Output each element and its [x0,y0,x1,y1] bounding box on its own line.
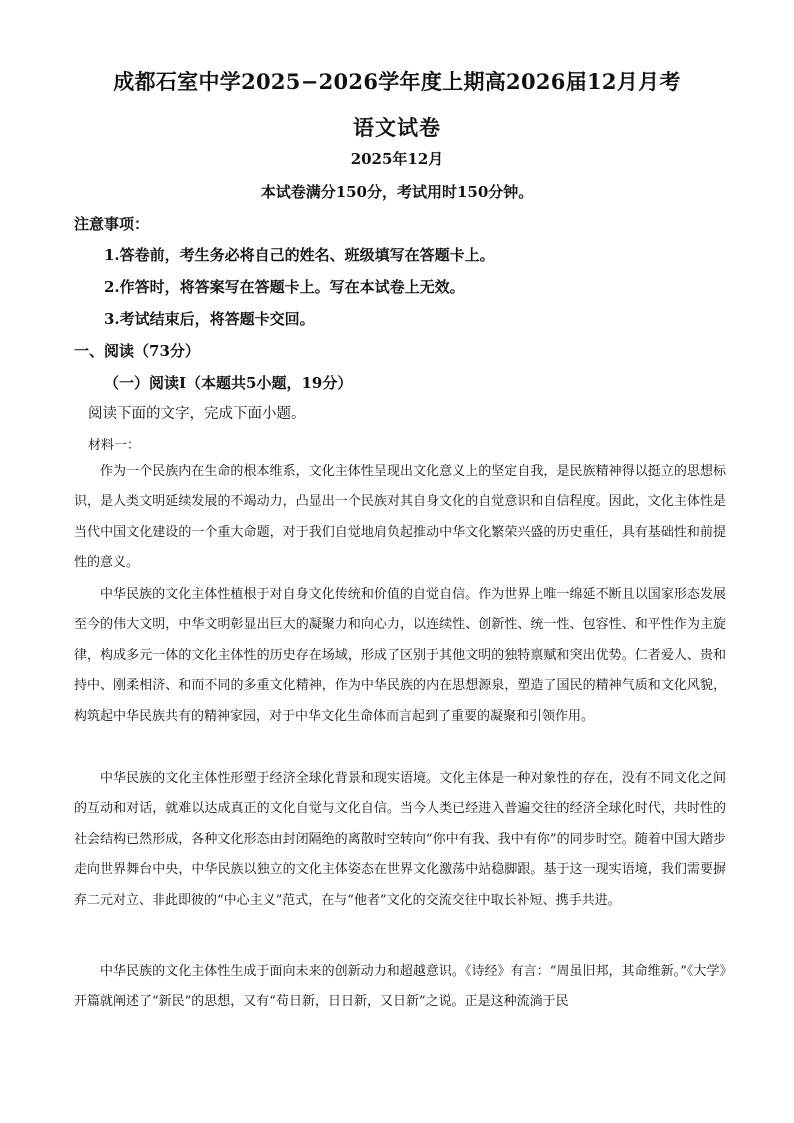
section-heading: 一、阅读（73分） [74,342,200,360]
subject-title: 语文试卷 [353,115,441,140]
passage-paragraph: 作为一个民族内在生命的根本维系，文化主体性呈现出文化意义上的坚定自我，是民族精神得以挺立的思想标识，是人类文明延续发展的不竭动力，凸显出一个民族对其自身文化的自觉意识和自信程度。因此，文化主体性是当代中国文化建设的一个重大命题，对于我们自觉地肩负起推动中华文化繁荣兴盛的历史重任，具有基础性和前提性的意义。 [74,464,726,571]
exam-title: 成都石室中学2025−2026学年度上期高2026届12月月考 [113,69,681,94]
material-label: 材料一： [88,438,141,453]
subsection-heading: （一）阅读Ⅰ（本题共5小题，19分） [104,374,353,392]
notice-item: 1.答卷前，考生务必将自己的姓名、班级填写在答题卡上。 [104,246,495,264]
notice-item: 2.作答时，将答案写在答题卡上。写在本试卷上无效。 [104,278,465,296]
notice-heading: 注意事项： [74,215,150,233]
score-time-note: 本试卷满分150分，考试用时150分钟。 [260,183,534,201]
exam-date: 2025年12月 [350,150,444,168]
notice-item: 3.考试结束后，将答题卡交回。 [104,310,315,328]
reading-instruction: 阅读下面的文字，完成下面小题。 [88,406,306,422]
passage-paragraph: 中华民族的文化主体性生成于面向未来的创新动力和超越意识。《诗经》有言：“周虽旧邦，其命维新。”《大学》开篇就阐述了“新民”的思想，又有“苟日新，日日新，又日新”之说。正是这种流淌于民 [74,964,726,1010]
passage-paragraph: 中华民族的文化主体性形塑于经济全球化背景和现实语境。文化主体是一种对象性的存在，没有不同文化之间的互动和对话，就难以达成真正的文化自觉与文化自信。当今人类已经进入普遍交往的经济全球化时代，共时性的社会结构已然形成，各种文化形态由封闭隔绝的离散时空转向“你中有我、我中有你”的同步时空。随着中国大踏步走向世界舞台中央，中华民族以独立的文化主体姿态在世界文化激荡中站稳脚跟。基于这一现实语境，我们需要摒弃二元对立、非此即彼的“中心主义”范式，在与“他者”文化的交流交往中取长补短、携手共进。 [74,771,726,908]
passage-paragraph: 中华民族的文化主体性植根于对自身文化传统和价值的自觉自信。作为世界上唯一绵延不断且以国家形态发展至今的伟大文明，中华文明彰显出巨大的凝聚力和向心力，以连续性、创新性、统一性、包容性、和平性作为主旋律，构成多元一体的文化主体性的历史存在场域，形成了区别于其他文明的独特禀赋和突出优势。仁者爱人、贵和持中、刚柔相济、和而不同的多重文化精神，作为中华民族的内在思想源泉，塑造了国民的精神气质和文化风貌，构筑起中华民族共有的精神家园，对于中华文化生命体而言起到了重要的凝聚和引领作用。 [74,587,726,724]
